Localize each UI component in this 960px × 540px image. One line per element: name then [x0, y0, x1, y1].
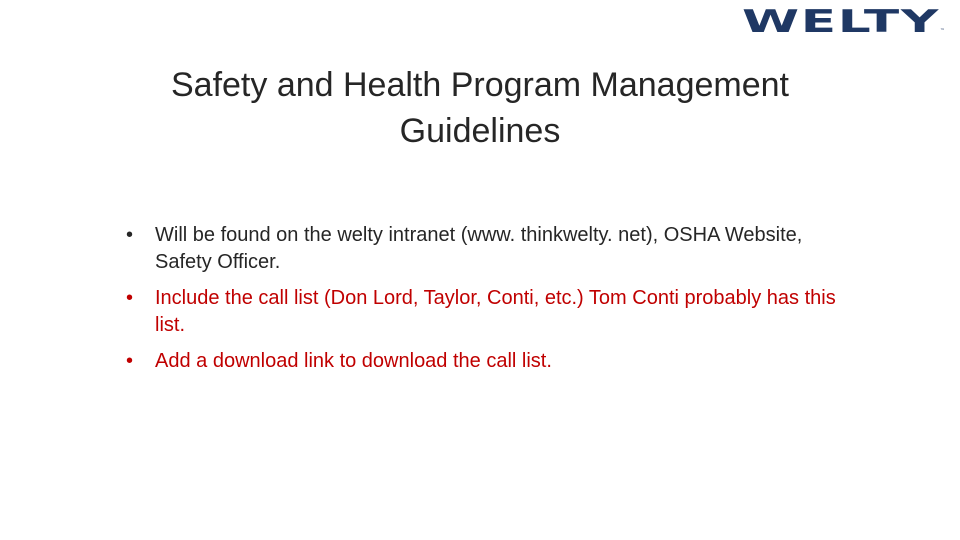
welty-logo: [742, 4, 946, 38]
bullet-item: [124, 285, 844, 339]
trademark-mark: ™: [940, 28, 945, 34]
bullet-text: Add a download link to download the call list.: [155, 350, 552, 372]
bullet-text: Include the call list (Don Lord, Taylor, Conti, etc.) Tom Conti probably has this list.: [155, 287, 836, 336]
slide-title: Safety and Health Program Management Guidelines: [170, 66, 789, 150]
bullet-marker: •: [126, 350, 134, 372]
bullet-text: Will be found on the welty intranet (www. thinkwelty. net), OSHA Website, Safety Officer.: [155, 224, 803, 273]
bullet-marker: •: [126, 287, 134, 309]
bullet-item: [124, 222, 844, 276]
bullet-list: [124, 222, 844, 384]
bullet-marker: •: [126, 224, 134, 246]
logo-text: WELTY: [742, 4, 940, 38]
bullet-item: [124, 348, 844, 375]
